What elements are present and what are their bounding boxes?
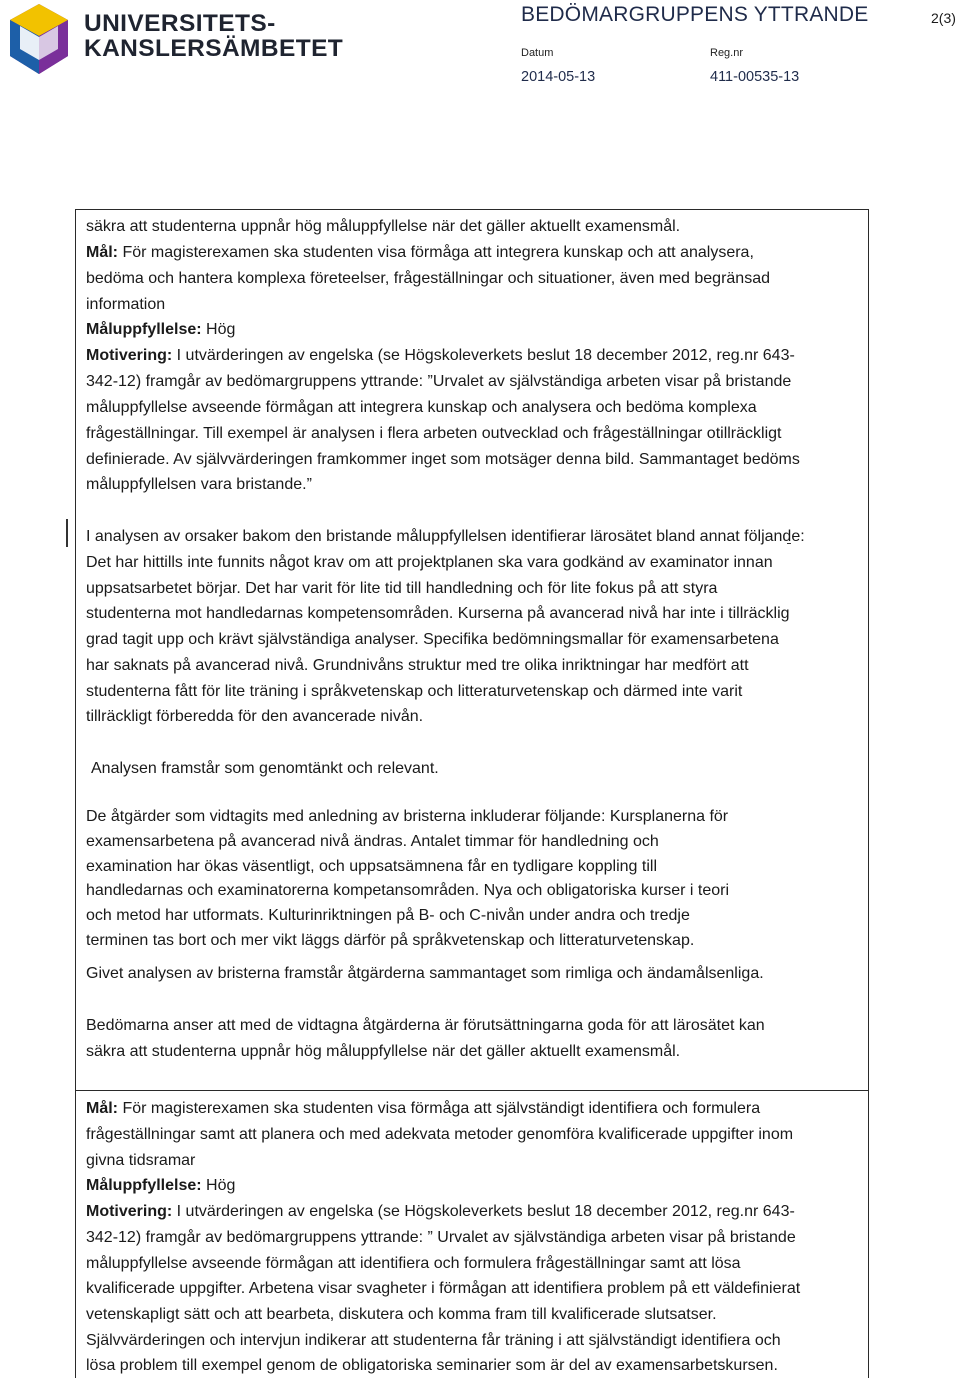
motivation-label: Motivering: bbox=[86, 1203, 173, 1220]
motivation-line: kvalificerade uppgifter. Arbetena visar svagheter i förmågan att identifiera problem på ett väldefinierat bbox=[86, 1280, 801, 1297]
goal-label: Mål: bbox=[86, 244, 118, 261]
analysis-line: studenterna mot handledarnas kompetensområden. Kurserna på avancerad nivå har inte i tillräcklig bbox=[86, 605, 790, 622]
goal-line bbox=[86, 240, 754, 266]
goal-line: bedöma och hantera komplexa företeelser, frågeställningar och situationer, även med begränsad bbox=[86, 270, 770, 287]
motivation-text: I utvärderingen av engelska (se Högskoleverkets beslut 18 december 2012, reg.nr 643- bbox=[172, 347, 795, 364]
analysis-verdict: Analysen framstår som genomtänkt och relevant. bbox=[91, 760, 439, 777]
goal-line: frågeställningar samt att planera och med adekvata metoder genomföra kvalificerade uppgifter inom bbox=[86, 1126, 794, 1143]
revision-change-bar bbox=[66, 519, 68, 547]
motivation-line: Självvärderingen och intervjun indikerar att studenterna får träning i att självständigt identifiera och bbox=[86, 1332, 781, 1349]
motivation-line: definierade. Av självvärderingen framkommer inget som motsäger denna bild. Sammantaget bedöms bbox=[86, 451, 800, 468]
measures-line: och metod har utformats. Kulturinriktningen på B- och C-nivån under andra och tredje bbox=[86, 907, 690, 924]
reg-value: 411-00535-13 bbox=[710, 69, 800, 85]
measures-line: examensarbetena på avancerad nivå ändras. Antalet timmar för handledning och bbox=[86, 833, 659, 850]
analysis-line: uppsatsarbetet börjar. Det har varit för lite tid till handledning och för lite fokus på att styra bbox=[86, 580, 718, 597]
measures-line: De åtgärder som vidtagits med anledning av bristerna inkluderar följande: Kursplanerna för bbox=[86, 808, 729, 825]
measures-verdict: Givet analysen av bristerna framstår åtgärderna sammantaget som rimliga och ändamålsenliga. bbox=[86, 965, 764, 982]
page-number: 2(3) bbox=[931, 10, 956, 26]
motivation-line bbox=[86, 343, 795, 369]
org-name-line2: KANSLERSÄMBETET bbox=[84, 35, 344, 62]
motivation-line: 342-12) framgår av bedömargruppens yttrande: ”Urvalet av självständiga arbeten visar på bristande bbox=[86, 373, 792, 390]
motivation-label: Motivering: bbox=[86, 347, 173, 364]
analysis-line: grad tagit upp och krävt självständiga analyser. Specifika bedömningsmallar för examensarbetena bbox=[86, 631, 779, 648]
motivation-line: 342-12) framgår av bedömargruppens yttrande: ” Urvalet av självständiga arbeten visar på bristande bbox=[86, 1229, 796, 1246]
measures-line: examination har ökas väsentligt, och uppsatsämnena får en tydligare koppling till bbox=[86, 858, 657, 875]
goal-text: För magisterexamen ska studenten visa förmåga att självständigt identifiera och formulera bbox=[118, 1100, 761, 1117]
motivation-line: måluppfyllelsen vara bristande.” bbox=[86, 476, 312, 493]
motivation-line: frågeställningar. Till exempel är analysen i flera arbeten outvecklad och frågeställningar otillräckligt bbox=[86, 425, 782, 442]
analysis-line: tillräckligt förberedda för den avancerade nivån. bbox=[86, 708, 424, 725]
analysis-line: har saknats på avancerad nivå. Grundnivåns struktur med tre olika inriktningar har medfört att bbox=[86, 657, 749, 674]
date-value: 2014-05-13 bbox=[521, 69, 596, 85]
date-label: Datum bbox=[521, 47, 554, 59]
fulfilment-value: Hög bbox=[201, 321, 236, 338]
conclusion-line: säkra att studenterna uppnår hög måluppfyllelse när det gäller aktuellt examensmål. bbox=[86, 1043, 681, 1060]
measures-line: handledarnas och examinatorerna kompetansområden. Nya och obligatoriska kurser i teori bbox=[86, 882, 730, 899]
analysis-line: I analysen av orsaker bakom den bristande måluppfyllelsen identifierar lärosätet bland annat följande: bbox=[86, 528, 805, 545]
fulfilment-line bbox=[86, 317, 235, 343]
motivation-line: måluppfyllelse avseende förmågan att integrera kunskap och analysera och bedöma komplexa bbox=[86, 399, 757, 416]
motivation-line: vetenskapligt sätt och att bearbeta, diskutera och komma fram till kvalificerade slutsatser. bbox=[86, 1306, 717, 1323]
motivation-line bbox=[86, 1199, 795, 1225]
fulfilment-label: Måluppfyllelse: bbox=[86, 321, 202, 338]
fulfilment-value: Hög bbox=[201, 1177, 236, 1194]
document-type-title: BEDÖMARGRUPPENS YTTRANDE bbox=[521, 3, 869, 26]
cube-logo-icon bbox=[6, 2, 72, 76]
org-name-line1: UNIVERSITETS- bbox=[84, 10, 276, 37]
fulfilment-line bbox=[86, 1173, 235, 1199]
analysis-line: studenterna fått för lite träning i språkvetenskap och litteraturvetenskap och därmed inte varit bbox=[86, 683, 743, 700]
goal-line: information bbox=[86, 296, 166, 313]
fulfilment-label: Måluppfyllelse: bbox=[86, 1177, 202, 1194]
motivation-text: I utvärderingen av engelska (se Högskoleverkets beslut 18 december 2012, reg.nr 643- bbox=[172, 1203, 795, 1220]
continuation-line: säkra att studenterna uppnår hög måluppfyllelse när det gäller aktuellt examensmål. bbox=[86, 218, 681, 235]
motivation-line: måluppfyllelse avseende förmågan att identifiera och formulera frågeställningar samt att lösa bbox=[86, 1255, 741, 1272]
motivation-line: lösa problem till exempel genom de obligatoriska seminarier som är del av examensarbetskursen. bbox=[86, 1357, 778, 1374]
organization-name bbox=[84, 11, 343, 61]
goal-label: Mål: bbox=[86, 1100, 118, 1117]
goal-text: För magisterexamen ska studenten visa förmåga att integrera kunskap och att analysera, bbox=[118, 244, 754, 261]
goal-line: givna tidsramar bbox=[86, 1152, 196, 1169]
conclusion-line: Bedömarna anser att med de vidtagna åtgärderna är förutsättningarna goda för att lärosätet kan bbox=[86, 1017, 765, 1034]
reg-label: Reg.nr bbox=[710, 47, 744, 59]
measures-line: terminen tas bort och mer vikt läggs därför på språkvetenskap och litteraturvetenskap. bbox=[86, 932, 695, 949]
goal-line bbox=[86, 1096, 760, 1122]
analysis-line: Det har hittills inte funnits något krav om att projektplanen ska vara godkänd av examinator innan bbox=[86, 554, 773, 571]
